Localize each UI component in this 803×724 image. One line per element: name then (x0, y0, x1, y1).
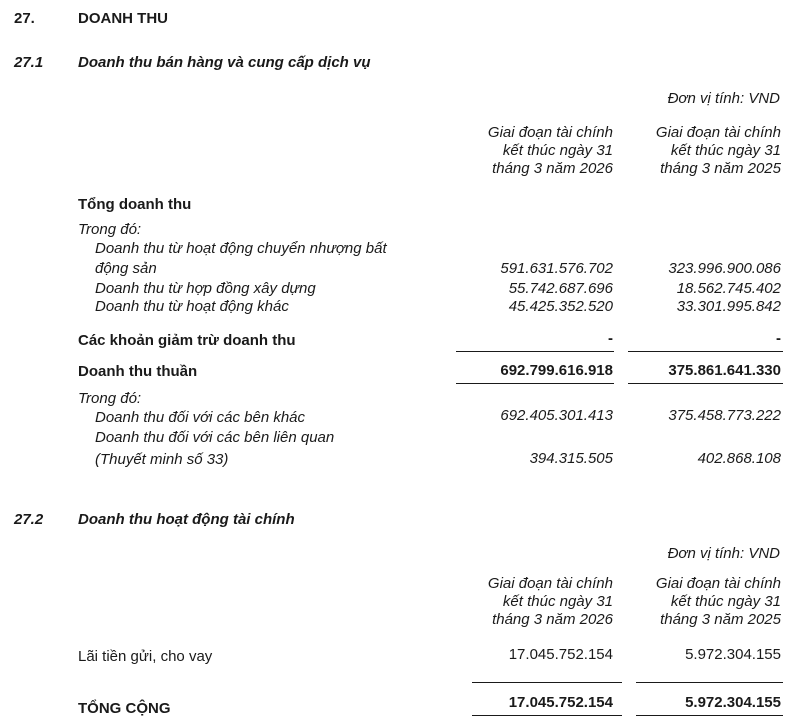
row-label: Doanh thu từ hoạt động khác (95, 298, 289, 315)
net-revenue-2025: 375.861.641.330 (668, 362, 781, 379)
unit-label: Đơn vị tính: VND (667, 90, 780, 107)
column-header-2025: Giai đoạn tài chính kết thúc ngày 31 tháng 3 năm 2025 (655, 575, 781, 628)
subtotal-rule-2026 (472, 682, 622, 683)
of-which-label: Trong đó: (78, 390, 142, 407)
total-2026: 17.045.752.154 (508, 694, 613, 711)
section-number: 27. (14, 10, 35, 27)
subsection-number: 27.2 (14, 511, 44, 528)
value-2025: 33.301.995.842 (676, 298, 781, 315)
value-2026: 591.631.576.702 (500, 260, 613, 277)
interest-2026: 17.045.752.154 (508, 646, 613, 663)
section-title: DOANH THU (78, 10, 168, 27)
subtotal-rule-2025 (628, 351, 783, 352)
value-2025: 402.868.108 (697, 450, 781, 467)
net-revenue-label: Doanh thu thuần (78, 363, 198, 380)
total-label: TỔNG CỘNG (78, 700, 171, 717)
total-rule-2025 (628, 383, 783, 384)
value-2025: 323.996.900.086 (668, 260, 781, 277)
subtotal-rule-2025 (636, 682, 783, 683)
value-2026: 692.405.301.413 (500, 407, 613, 424)
total-rule-2026 (456, 383, 614, 384)
subsection-title: Doanh thu hoạt động tài chính (78, 511, 295, 528)
value-2025: 18.562.745.402 (676, 280, 781, 297)
value-2026: 45.425.352.520 (508, 298, 613, 315)
total-rule-2025 (636, 715, 783, 716)
row-label: Doanh thu từ hoạt động chuyển nhượng bất (95, 240, 387, 257)
row-label: (Thuyết minh số 33) (95, 451, 229, 468)
subsection-title: Doanh thu bán hàng và cung cấp dịch vụ (78, 54, 371, 71)
column-header-2026: Giai đoạn tài chính kết thúc ngày 31 tháng 3 năm 2026 (487, 124, 613, 177)
total-rule-2026 (472, 715, 622, 716)
deductions-label: Các khoản giảm trừ doanh thu (78, 332, 296, 349)
row-label: Doanh thu từ hợp đồng xây dựng (95, 280, 316, 297)
value-2026: 394.315.505 (529, 450, 613, 467)
net-revenue-2026: 692.799.616.918 (500, 362, 613, 379)
deductions-2026: - (608, 330, 613, 347)
total-2025: 5.972.304.155 (685, 694, 781, 711)
interest-2025: 5.972.304.155 (685, 646, 781, 663)
subsection-number: 27.1 (14, 54, 44, 71)
subtotal-rule-2026 (456, 351, 614, 352)
deductions-2025: - (776, 330, 781, 347)
row-label: Doanh thu đối với các bên khác (95, 409, 306, 426)
of-which-label: Trong đó: (78, 221, 142, 238)
column-header-2025: Giai đoạn tài chính kết thúc ngày 31 tháng 3 năm 2025 (655, 124, 781, 177)
value-2026: 55.742.687.696 (508, 280, 613, 297)
interest-label: Lãi tiền gửi, cho vay (78, 648, 213, 665)
unit-label: Đơn vị tính: VND (667, 545, 780, 562)
row-label: Doanh thu đối với các bên liên quan (95, 429, 335, 446)
gross-revenue-label: Tổng doanh thu (78, 196, 192, 213)
row-label: động sản (95, 260, 157, 277)
column-header-2026: Giai đoạn tài chính kết thúc ngày 31 tháng 3 năm 2026 (487, 575, 613, 628)
value-2025: 375.458.773.222 (668, 407, 781, 424)
